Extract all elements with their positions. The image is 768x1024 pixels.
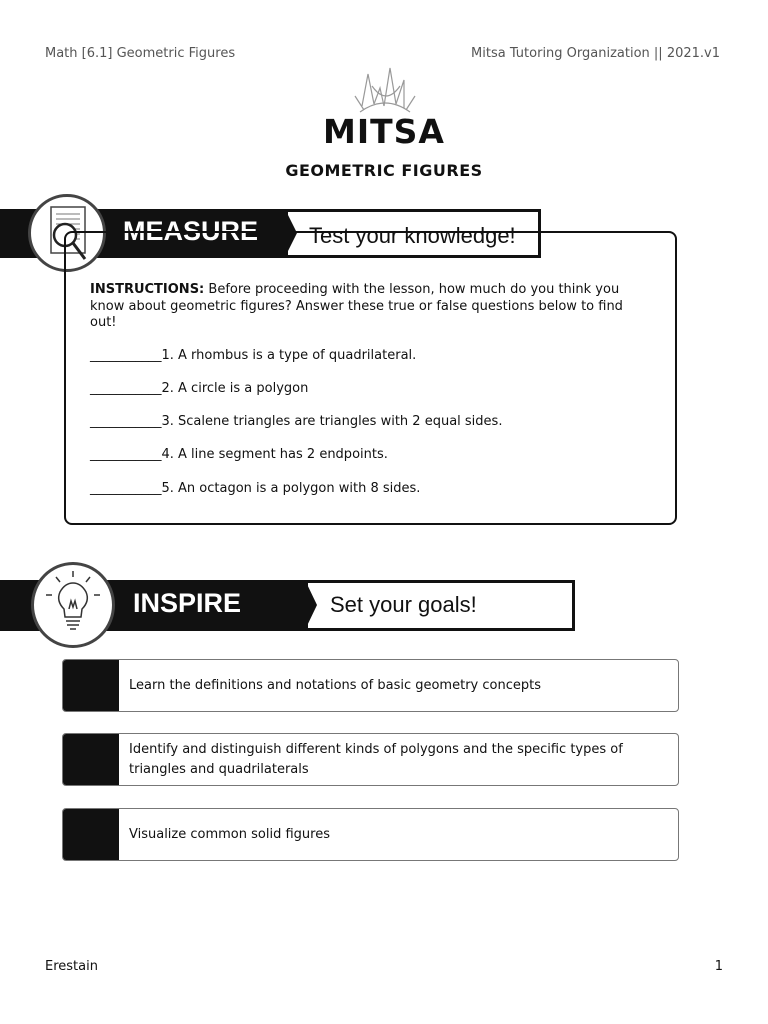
instructions (90, 282, 650, 332)
inspire-title: INSPIRE (133, 588, 242, 618)
quiz-question-5: ___________5. An octagon is a polygon with 8 sides. (90, 481, 421, 496)
goal-marker (63, 809, 119, 860)
quiz-question-1: ___________1. A rhombus is a type of quadrilateral. (90, 348, 417, 363)
instructions-text: Before proceeding with the lesson, how much do you think you know about geometric figures? Answer these true or false questions below to find out! (90, 282, 623, 330)
goal-text: Visualize common solid figures (129, 826, 330, 842)
instructions-label: INSTRUCTIONS: (90, 282, 205, 297)
page-title: GEOMETRIC FIGURES (285, 161, 483, 180)
goal-marker (63, 660, 119, 711)
quiz-question-3: ___________3. Scalene triangles are triangles with 2 equal sides. (90, 414, 503, 429)
logo-wordmark: MITSA (323, 112, 445, 151)
lightbulb-icon (31, 562, 115, 648)
measure-title: MEASURE (123, 216, 259, 246)
header-course-title: Math [6.1] Geometric Figures (45, 46, 236, 61)
goal-text: Identify and distinguish different kinds of polygons and the specific types of triangles and quadrilaterals (129, 741, 623, 777)
goal-card-1 (62, 659, 679, 712)
quiz-question-4: ___________4. A line segment has 2 endpoints. (90, 447, 388, 462)
page-number: 1 (714, 959, 723, 974)
quiz-question-2: ___________2. A circle is a polygon (90, 381, 309, 396)
header-organization: Mitsa Tutoring Organization || 2021.v1 (471, 46, 720, 61)
goal-card-2 (62, 733, 679, 786)
inspire-tagline: Set your goals! (330, 592, 477, 617)
goal-card-3 (62, 808, 679, 861)
goal-text: Learn the definitions and notations of basic geometry concepts (129, 677, 541, 693)
footer-author: Erestain (45, 959, 98, 974)
goal-marker (63, 734, 119, 785)
inspire-banner-arrow (305, 580, 317, 630)
measure-tagline: Test your knowledge! (309, 223, 516, 248)
